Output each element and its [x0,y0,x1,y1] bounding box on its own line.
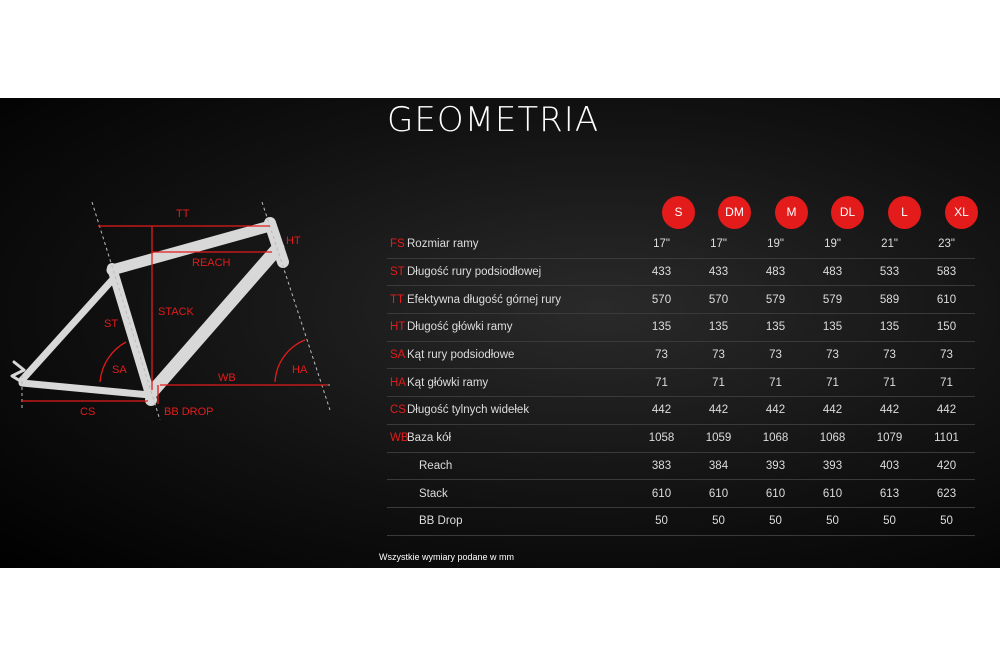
value-cell: 623 [918,480,975,508]
table-row [387,507,975,535]
table-row [387,397,975,425]
row-label: Stack [419,487,448,500]
value-cell: 135 [861,314,918,342]
units-footnote: Wszystkie wymiary podane w mm [379,552,515,562]
row-label-cell [387,341,633,369]
row-label: Reach [419,459,453,472]
row-code: TT [390,293,405,306]
value-cell: 579 [804,286,861,314]
cs-label: CS [80,406,96,418]
chain-stay-shape [22,383,150,395]
table-row [387,258,975,286]
value-cell: 71 [633,369,690,397]
value-cell: 433 [633,258,690,286]
row-code: HT [390,321,406,334]
value-cell: 73 [804,341,861,369]
row-label-cell [387,369,633,397]
value-cell: 589 [861,286,918,314]
value-cell: 610 [747,480,804,508]
value-cell: 613 [861,480,918,508]
value-cell: 17" [633,231,690,258]
value-cell: 442 [861,397,918,425]
value-cell: 442 [747,397,804,425]
row-label: Rozmiar ramy [407,238,479,251]
value-cell: 50 [861,507,918,535]
wb-label: WB [218,372,236,384]
value-cell: 570 [633,286,690,314]
value-cell: 383 [633,452,690,480]
value-cell: 483 [747,258,804,286]
value-cell: 71 [861,369,918,397]
table-row [387,480,975,508]
value-cell: 610 [804,480,861,508]
value-cell: 393 [747,452,804,480]
value-cell: 384 [690,452,747,480]
value-cell: 50 [747,507,804,535]
geometry-table [387,231,975,536]
size-badge-dm: DM [718,196,751,229]
table-row [387,341,975,369]
value-cell: 73 [918,341,975,369]
value-cell: 393 [804,452,861,480]
value-cell: 442 [633,397,690,425]
row-label-cell [387,452,633,480]
size-badge-l: L [888,196,921,229]
value-cell: 23" [918,231,975,258]
value-cell: 73 [633,341,690,369]
value-cell: 483 [804,258,861,286]
size-badge-m: M [775,196,808,229]
row-code: HA [390,376,406,389]
value-cell: 1101 [918,424,975,452]
size-badge-dl: DL [831,196,864,229]
row-label-cell [387,424,633,452]
value-cell: 71 [804,369,861,397]
table-row [387,231,975,258]
value-cell: 420 [918,452,975,480]
ha-label: HA [292,364,308,376]
value-cell: 610 [918,286,975,314]
value-cell: 610 [633,480,690,508]
value-cell: 1068 [747,424,804,452]
sa-label: SA [112,364,127,376]
row-label: Długość rury podsiodłowej [407,266,542,279]
value-cell: 570 [690,286,747,314]
row-label: BB Drop [419,515,463,528]
page-title: GEOMETRIA [387,100,600,140]
row-label-cell [387,480,633,508]
size-badge-xl: XL [945,196,978,229]
row-code: WB [390,432,409,445]
value-cell: 1059 [690,424,747,452]
value-cell: 135 [633,314,690,342]
value-cell: 71 [690,369,747,397]
value-cell: 583 [918,258,975,286]
row-label: Kąt główki ramy [407,376,489,389]
value-cell: 442 [918,397,975,425]
value-cell: 19" [747,231,804,258]
row-label: Efektywna długość górnej rury [407,293,562,306]
row-label-cell [387,314,633,342]
frame-geometry-diagram [0,190,340,430]
value-cell: 1058 [633,424,690,452]
table-row [387,286,975,314]
value-cell: 50 [633,507,690,535]
value-cell: 433 [690,258,747,286]
row-label: Długość tylnych widełek [407,404,530,417]
value-cell: 73 [861,341,918,369]
down-tube-shape [152,248,278,392]
row-label: Kąt rury podsiodłowe [407,349,515,362]
value-cell: 21" [861,231,918,258]
row-label-cell [387,507,633,535]
row-label: Długość główki ramy [407,321,513,334]
value-cell: 71 [918,369,975,397]
top-tube-shape [112,226,270,270]
row-code: SA [390,349,406,362]
value-cell: 150 [918,314,975,342]
value-cell: 50 [918,507,975,535]
value-cell: 17" [690,231,747,258]
reach-label: REACH [192,257,231,269]
size-badge-s: S [662,196,695,229]
value-cell: 135 [804,314,861,342]
value-cell: 50 [690,507,747,535]
row-code: CS [390,404,406,417]
row-code: FS [390,238,405,251]
ht-label: HT [286,235,301,247]
value-cell: 73 [747,341,804,369]
value-cell: 533 [861,258,918,286]
bb-drop-label: BB DROP [164,406,214,418]
value-cell: 135 [690,314,747,342]
row-label-cell [387,258,633,286]
value-cell: 442 [804,397,861,425]
table-row [387,452,975,480]
stack-label: STACK [158,306,194,318]
table-row [387,369,975,397]
table-row [387,424,975,452]
row-label-cell [387,397,633,425]
value-cell: 1079 [861,424,918,452]
tt-label: TT [176,208,190,220]
value-cell: 71 [747,369,804,397]
value-cell: 1068 [804,424,861,452]
value-cell: 579 [747,286,804,314]
value-cell: 610 [690,480,747,508]
value-cell: 19" [804,231,861,258]
value-cell: 73 [690,341,747,369]
st-label: ST [104,318,119,330]
row-label-cell [387,286,633,314]
row-code: ST [390,266,405,279]
row-label-cell [387,231,633,258]
value-cell: 403 [861,452,918,480]
table-row [387,314,975,342]
value-cell: 135 [747,314,804,342]
value-cell: 442 [690,397,747,425]
value-cell: 50 [804,507,861,535]
row-label: Baza kół [407,432,452,445]
seat-stay-shape [22,278,114,380]
